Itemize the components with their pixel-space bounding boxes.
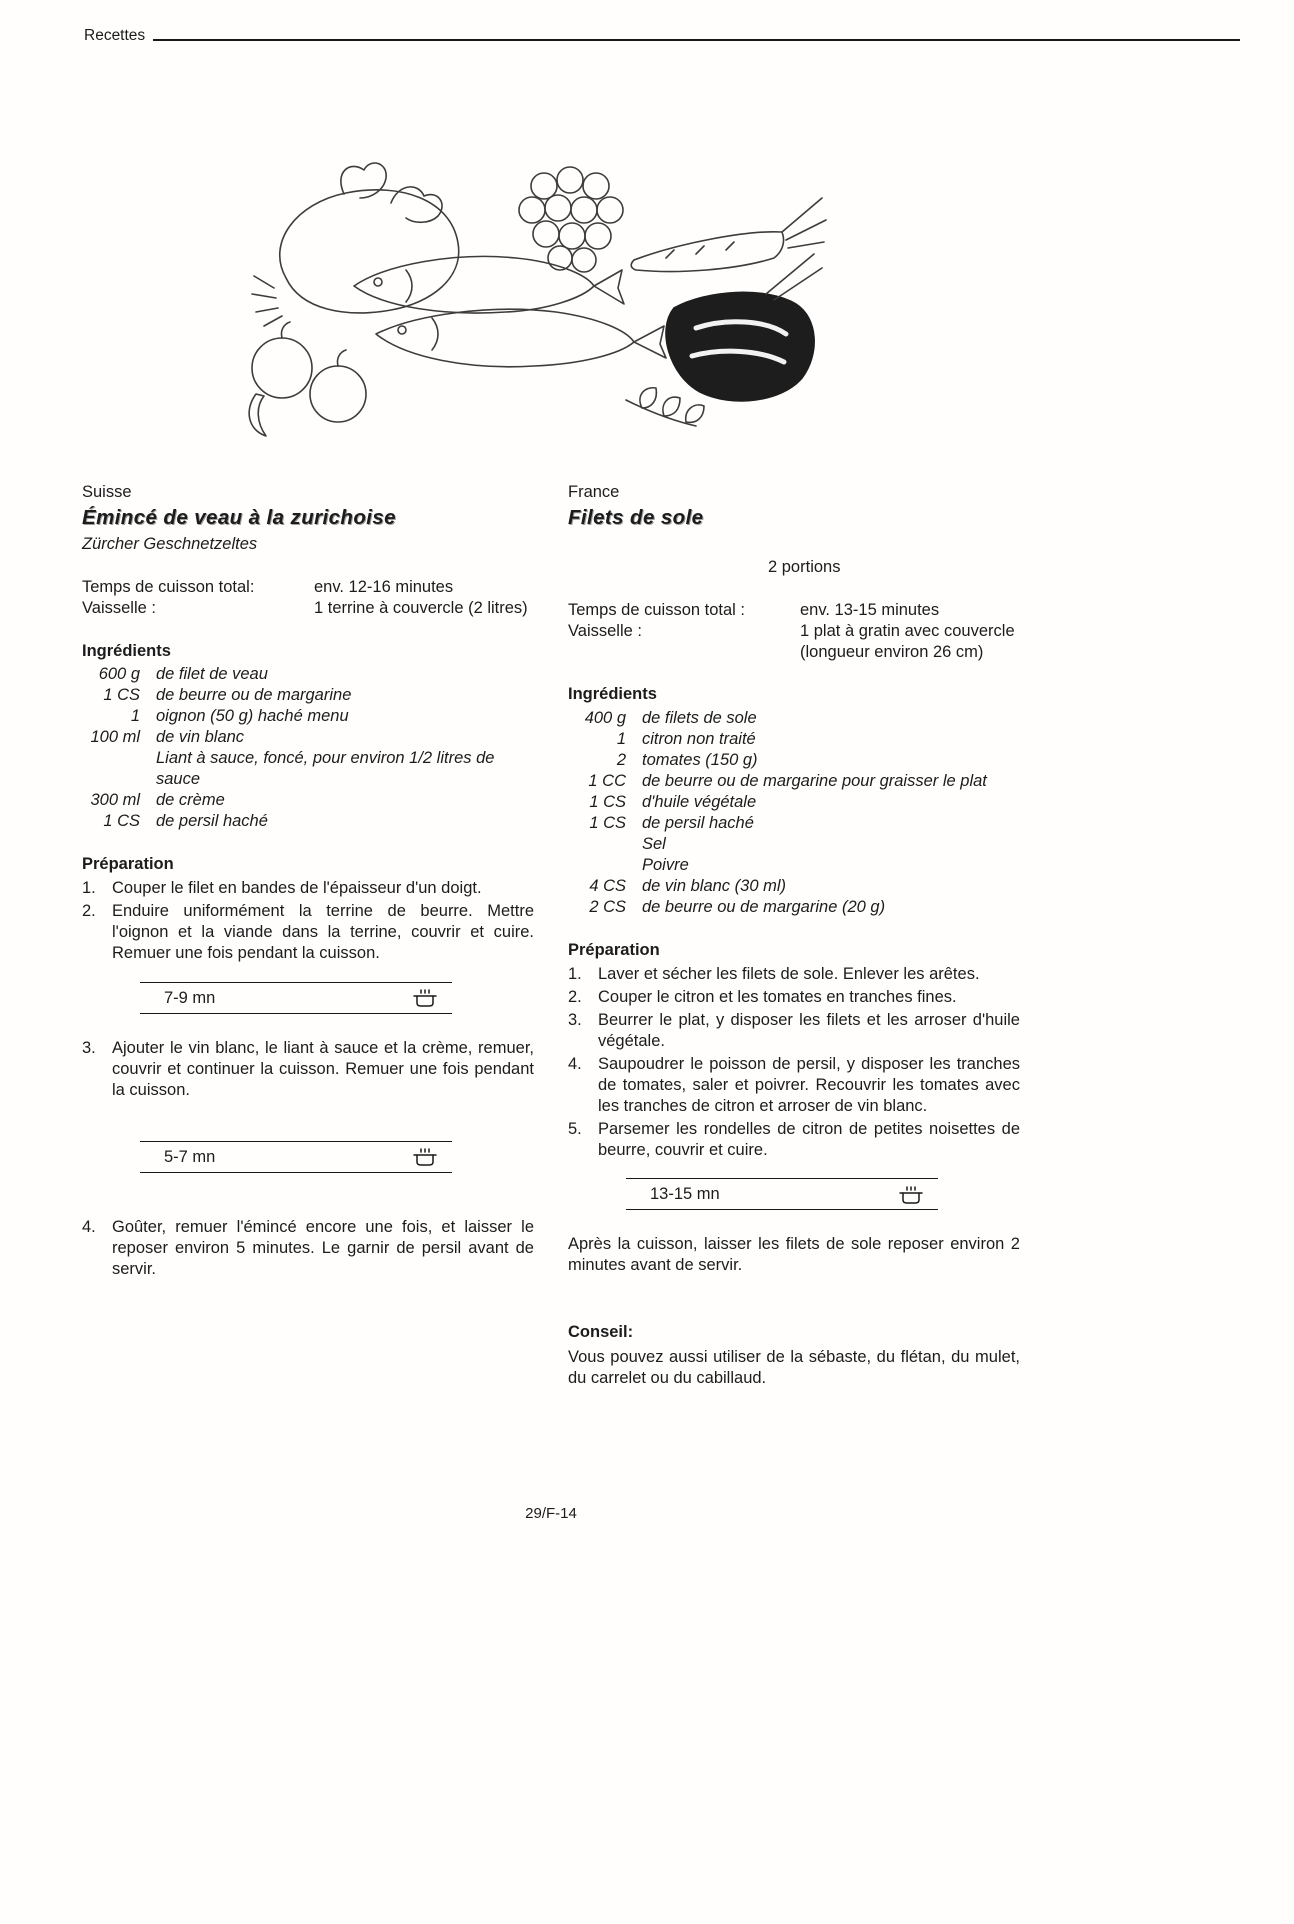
prep-step [568,1010,1020,1052]
ingredient-row [568,771,1020,792]
country-label: Suisse [82,482,132,501]
cooking-info [82,577,534,619]
recipe-subtitle: Zürcher Geschnetzeltes [82,534,258,553]
info-row-vessel [82,598,534,619]
ingredient-qty: 400 g [584,709,626,728]
prep-step [568,1054,1020,1117]
step-text: Ajouter le vin blanc, le liant à sauce et la crème, remuer, couvrir et continuer la cuisson. Remuer une fois pendant la cuisson. [112,1038,534,1099]
ingredient-qty: 2 CS [589,898,626,916]
ingredient-qty [82,748,140,790]
step-number: 2. [568,987,582,1006]
conseil-heading: Conseil: [568,1323,634,1342]
step-number: 2. [82,902,96,920]
preparation-heading: Préparation [82,855,174,874]
ingredient-row [568,729,1020,750]
ingredient-row [568,876,1020,897]
ingredients-heading: Ingrédients [568,685,657,704]
ingredient-text: de vin blanc (30 ml) [642,877,786,896]
cooking-time: 5-7 mn [164,1147,216,1166]
info-row-vessel [568,621,1020,663]
ingredient-row [568,813,1020,834]
conseil-text: Vous pouvez aussi utiliser de la sébaste, du flétan, du mulet, du carrelet ou du cabillaud. [568,1348,1020,1388]
preparation-heading: Préparation [568,940,660,959]
ingredient-text: Liant à sauce, foncé, pour environ 1/2 litres de sauce [156,749,495,789]
ingredient-qty: 600 g [98,665,140,684]
ingredient-text: de beurre ou de margarine [156,686,352,705]
ingredient-text: de crème [156,791,225,810]
step-text: Parsemer les rondelles de citron de petites noisettes de beurre, couvrir et cuire. [598,1119,1020,1159]
ingredient-text: Poivre [642,856,689,875]
page-header [0,0,1294,46]
step-number: 5. [568,1119,582,1138]
preparation-steps [568,964,1020,1389]
step-text: Enduire uniformément la terrine de beurre. Mettre l'oignon et la viande dans la terrine, couvrir et cuire. Remuer une fois pendant la cuisson. [112,902,534,962]
info-label: Vaisselle : [82,598,156,617]
ingredient-qty: 100 ml [90,728,140,747]
prep-step [568,987,1020,1008]
ingredient-row [82,664,534,685]
ingredient-text: oignon (50 g) haché menu [156,707,349,726]
info-value: 1 plat à gratin avec couvercle (longueur environ 26 cm) [800,621,1015,661]
cooking-time: 13-15 mn [650,1185,720,1204]
step-number: 1. [82,879,96,898]
ingredient-text: de vin blanc [156,728,245,747]
ingredient-qty: 300 ml [90,791,140,810]
recipe-title: Filets de sole [568,505,704,529]
ingredient-text: de filets de sole [642,709,757,728]
step-number: 4. [568,1054,582,1073]
cooking-info [568,600,1020,663]
ingredient-text: de filet de veau [156,665,268,684]
step-number: 4. [82,1217,96,1236]
step-text: Goûter, remuer l'émincé encore une fois, et laisser le reposer environ 5 minutes. Le garnir de persil avant de servir. [112,1217,534,1278]
header-rule [153,26,1240,41]
ingredient-text: de persil haché [156,812,268,831]
recipe-filets-de-sole [568,482,1020,1390]
cooking-time-box [140,982,452,1014]
ingredient-qty [568,855,626,876]
preparation-steps [82,878,534,1279]
ingredient-row [568,792,1020,813]
ingredient-row [568,708,1020,729]
info-label: Temps de cuisson total: [82,577,255,596]
step-text: Saupoudrer le poisson de persil, y disposer les tranches de tomates, saler et poivrer. Recouvrir les tomates avec les tranches de citron et arroser de vin blanc. [598,1054,1020,1115]
casserole-pot-icon [412,988,438,1008]
step-text: Laver et sécher les filets de sole. Enlever les arêtes. [598,964,980,983]
ingredient-row [568,834,1020,855]
ingredient-qty [568,834,626,855]
resting-note: Après la cuisson, laisser les filets de sole reposer environ 2 minutes avant de servir. [568,1235,1020,1275]
prep-step [82,1038,534,1101]
recipe-title: Émincé de veau à la zurichoise [82,505,396,529]
ingredient-qty: 1 CS [103,812,140,831]
ingredient-qty: 1 [616,730,626,749]
food-still-life-drawing [226,158,830,458]
info-value: env. 13-15 minutes [800,600,940,619]
step-number: 1. [568,964,582,983]
ingredient-qty: 1 [130,707,140,726]
ingredient-qty: 2 [616,751,626,770]
ingredient-row [82,748,534,790]
ingredient-qty: 4 CS [589,877,626,896]
step-text: Couper le filet en bandes de l'épaisseur d'un doigt. [112,879,482,898]
info-row-time [82,577,534,598]
ingredient-text: citron non traité [642,730,756,749]
ingredient-qty: 1 CS [103,686,140,705]
ingredient-row [568,897,1020,918]
cooking-time-box [626,1178,938,1210]
prep-step [82,878,534,899]
prep-step [82,1217,534,1280]
step-text: Beurrer le plat, y disposer les filets et les arroser d'huile végétale. [598,1010,1020,1050]
ingredient-row [82,727,534,748]
cooking-time: 7-9 mn [164,988,216,1007]
info-label: Temps de cuisson total : [568,600,746,619]
ingredient-qty: 1 CS [589,793,626,812]
info-value: 1 terrine à couvercle (2 litres) [314,598,528,617]
info-label: Vaisselle : [568,621,642,640]
ingredient-row [568,750,1020,771]
ingredient-qty: 1 CS [589,814,626,833]
prep-step [82,901,534,964]
ingredients-list [82,664,534,832]
cooking-time-box [140,1141,452,1173]
prep-step [568,964,1020,985]
country-label: France [568,482,620,501]
page-number [82,1504,1020,1523]
step-number: 3. [568,1010,582,1029]
ingredient-row [568,855,1020,876]
prep-step [568,1119,1020,1161]
step-number: 3. [82,1038,96,1057]
casserole-pot-icon [412,1147,438,1167]
ingredient-row [82,685,534,706]
ingredient-qty: 1 CC [588,772,626,791]
ingredient-text: de beurre ou de margarine (20 g) [642,898,886,916]
step-text: Couper le citron et les tomates en tranches fines. [598,987,957,1006]
page-number-label: 29/F-14 [525,1505,577,1522]
ingredient-row [82,790,534,811]
info-value: env. 12-16 minutes [314,577,454,596]
ingredient-text: d'huile végétale [642,793,757,812]
ingredient-row [82,706,534,727]
ingredient-text: Sel [642,835,666,854]
recipe-emince-de-veau [82,482,534,1390]
ingredients-list [568,708,1020,918]
ingredient-text: tomates (150 g) [642,751,758,770]
info-row-time [568,600,1020,621]
recipe-columns [82,482,1294,1390]
ingredient-text: de beurre ou de margarine pour graisser le plat [642,772,987,791]
portions-label: 2 portions [768,557,841,576]
food-illustration [226,158,830,458]
ingredient-text: de persil haché [642,814,754,833]
casserole-pot-icon [898,1185,924,1205]
ingredient-row [82,811,534,832]
ingredients-heading: Ingrédients [82,641,171,660]
page-header-label: Recettes [84,27,146,44]
